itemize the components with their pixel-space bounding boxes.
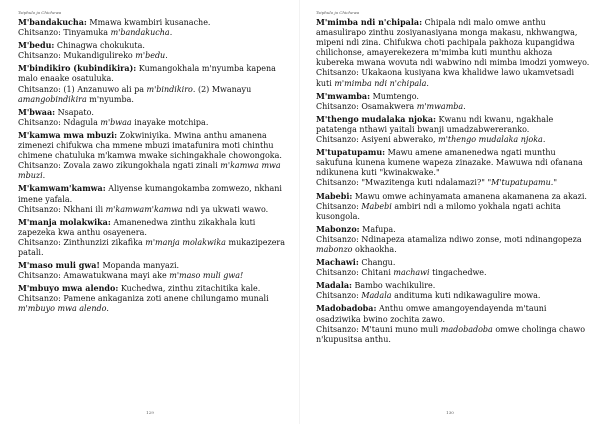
dictionary-entry <box>18 260 292 281</box>
entry-example <box>316 135 590 145</box>
right-page <box>300 0 600 424</box>
entry-definition: Mopanda manyazi. <box>102 261 180 271</box>
entry-example <box>316 102 590 112</box>
example-text: . <box>169 28 173 38</box>
entry-definition: Amanenedwa zinthu zikakhala kuti zapezeka kwa anthu osayenera. <box>18 217 256 237</box>
example-text: Chitsanzo: "Mwazitenga kuti ndalamazi?" <box>316 178 488 188</box>
example-emphasis: m'mbuyo mwa alendo <box>18 304 107 314</box>
entry-headline <box>316 191 590 202</box>
entry-headline <box>18 17 292 28</box>
entry-term: M'mbuyo mwa alendo: <box>18 283 119 294</box>
entry-definition: Nsapato. <box>57 107 94 117</box>
entry-example <box>316 202 590 222</box>
entry-term: M'bindikiro (kubindikira): <box>18 63 137 74</box>
entry-headline <box>316 114 590 135</box>
dictionary-entry <box>316 17 590 89</box>
dictionary-entry <box>18 130 292 181</box>
entry-term: M'bedu: <box>18 40 55 51</box>
example-text: . <box>42 171 46 181</box>
example-text: Chitsanzo: Ndinapeza atamaliza ndiwo zonse, moti ndinangopeza <box>316 234 582 244</box>
entry-example <box>18 271 292 281</box>
running-head: Tsiphulo ja Chichewa <box>18 10 62 15</box>
entry-term: Madobadoba: <box>316 303 377 314</box>
entry-term: M'bwaa: <box>18 106 56 117</box>
entry-example <box>316 68 590 88</box>
entry-headline <box>18 40 292 51</box>
entry-term: M'maso muli gwa! <box>18 260 100 271</box>
example-emphasis: mabonzo <box>316 244 353 254</box>
page-number: 129 <box>146 410 154 415</box>
entry-headline <box>18 217 292 238</box>
example-text: okhaokha. <box>352 244 397 254</box>
dictionary-entry <box>18 40 292 61</box>
entry-headline <box>18 130 292 161</box>
example-text: Chitsanzo: Nkhani ili <box>18 204 106 214</box>
entry-definition: Mmawa kwambiri kusanache. <box>89 18 211 27</box>
dictionary-entry <box>316 191 590 222</box>
entry-term: Madala: <box>316 280 352 291</box>
entry-definition: Kumangokhala m'nyumba kapena malo enaake osatuluka. <box>18 64 276 84</box>
entry-example <box>18 205 292 215</box>
entry-list <box>316 17 590 345</box>
example-text: Chitsanzo: <box>316 291 362 301</box>
example-text: Chitsanzo: Ndagula <box>18 117 101 127</box>
example-emphasis: m'kamwa mwa mbuzi <box>18 161 281 181</box>
entry-headline <box>316 280 590 291</box>
dictionary-entry <box>316 257 590 278</box>
example-emphasis: Madala <box>361 291 392 301</box>
example-text: . (2) Mwanayu <box>192 84 252 94</box>
example-text: Chitsanzo: (1) Anzanuwo ali pa <box>18 84 147 94</box>
entry-list <box>18 17 292 315</box>
entry-definition: Bambo wachikulire. <box>354 281 436 291</box>
example-emphasis: m'mimba ndi n'chipala <box>334 78 427 88</box>
example-text: omwe cholinga chawo n'kupusitsa anthu. <box>316 324 586 344</box>
example-text: . <box>463 101 466 111</box>
example-emphasis: m'bwaa <box>100 117 132 127</box>
dictionary-entry <box>18 17 292 38</box>
example-emphasis: madobadoba <box>440 324 493 334</box>
entry-term: Mabonzo: <box>316 223 360 234</box>
example-emphasis: m'maso muli gwa! <box>169 271 244 281</box>
dictionary-entry <box>18 183 292 214</box>
entry-definition: Changu. <box>361 258 396 268</box>
entry-definition: Mumtengo. <box>372 91 419 101</box>
entry-definition: Zokwiniyika. Mwina anthu amanena zimenezi chifukwa cha mmene mbuzi imatafunira moti chinthu chimene chatuluka m'kamwa mwake sichingakhale chowongoka. <box>18 130 282 161</box>
entry-example <box>18 28 292 38</box>
dictionary-entry <box>18 217 292 258</box>
example-text: Chitsanzo: Zinthunzizi zikafika <box>18 237 146 247</box>
example-text: ambiri ndi a milomo yokhala ngati achita kusongola. <box>316 201 561 221</box>
example-text: . <box>542 135 546 145</box>
entry-definition: Chipala ndi malo omwe anthu amasulirapo zinthu zosiyanasiyana monga makasu, nkhwangwa, mipeni ndi zina. Chifukwa choti pachipala pakhoza kupangidwa chilichonse, amayerekezera m'mimba kuti munthu akhoza kuberekа mwana wovuta ndi wabwino ndi mimba imodzi yomweyo. <box>316 18 590 68</box>
example-text: . <box>165 51 168 61</box>
entry-headline <box>316 91 590 102</box>
example-emphasis: m'manja molakwika <box>145 237 226 247</box>
entry-headline <box>316 224 590 235</box>
entry-headline <box>18 283 292 294</box>
example-emphasis: m'bindikiro <box>146 84 193 94</box>
dictionary-entry <box>18 107 292 128</box>
entry-headline <box>316 303 590 324</box>
entry-definition: Mawu amene amanenedwa ngati munthu sakufuna kunena kumene wapeza zinazake. Mawuwa ndi ofanana ndikunena kuti "kwinakwake." <box>316 148 583 178</box>
entry-headline <box>18 260 292 271</box>
example-text: Chitsanzo: Chitani <box>316 268 394 278</box>
running-head: Tsiphulo ja Chichewa <box>316 10 360 15</box>
entry-term: Mabebi: <box>316 190 353 201</box>
dictionary-entry <box>316 114 590 145</box>
entry-definition: Mawu omwe achinyamata amanena akamanena za akazi. <box>354 191 587 201</box>
entry-term: M'mwamba: <box>316 90 371 101</box>
example-text: m'nyumba. <box>86 94 134 104</box>
dictionary-entry <box>316 303 590 344</box>
example-text: inayake motchipa. <box>131 117 209 127</box>
entry-definition: Anthu omwe amangoyendayenda m'tauni osadziwika bwino zochita zawo. <box>316 304 547 324</box>
example-text: Chitsanzo: Tinyamuka <box>18 28 111 38</box>
entry-example <box>316 268 590 278</box>
example-emphasis: m'bedu <box>135 51 166 61</box>
example-emphasis: m'thengo mudalaka njoka <box>438 135 543 145</box>
entry-definition: Kwanu ndi kwanu, ngakhale patatenga nthawi yaitali bwanji umadzabwereranko. <box>316 114 554 134</box>
dictionary-entry <box>316 224 590 255</box>
entry-headline <box>316 257 590 268</box>
entry-definition: Mafupa. <box>362 224 396 234</box>
example-emphasis: m'mwamba <box>416 101 464 111</box>
example-text: . <box>106 304 109 314</box>
entry-definition: Chinagwa chokukuta. <box>56 41 145 51</box>
example-emphasis: "M'tupatupamu." <box>487 178 558 188</box>
example-text: Chitsanzo: Osamakwera <box>316 101 417 111</box>
entry-definition: Aliyense kumangokamba zomwezo, nkhani imene yafala. <box>18 184 282 204</box>
entry-term: M'thengo mudalaka njoka: <box>316 113 436 124</box>
example-emphasis: Mabebi <box>361 201 392 211</box>
entry-term: M'mimba ndi n'chipala: <box>316 17 423 27</box>
entry-term: M'bandakucha: <box>18 17 87 27</box>
dictionary-entry <box>316 280 590 301</box>
entry-definition: Kuchedwa, zinthu zitachitika kale. <box>120 284 261 294</box>
entry-headline <box>18 107 292 118</box>
entry-headline <box>18 63 292 84</box>
entry-term: Machawi: <box>316 257 359 268</box>
entry-headline <box>316 147 590 178</box>
example-text: Chitsanzo: <box>316 201 362 211</box>
dictionary-entry <box>316 147 590 188</box>
entry-term: M'kamwa mwa mbuzi: <box>18 129 118 140</box>
entry-example <box>316 325 590 345</box>
entry-example <box>18 161 292 181</box>
example-emphasis: m'bandakucha <box>110 28 170 38</box>
example-text: Chitsanzo: Amawatukwana mayi ake <box>18 271 170 281</box>
entry-example <box>316 291 590 301</box>
example-text: tingachedwe. <box>429 268 487 278</box>
example-text: Chitsanzo: Zovala zawo zikungokhala ngati zinali <box>18 161 221 171</box>
example-text: . <box>426 78 429 88</box>
entry-headline <box>18 183 292 204</box>
dictionary-entry <box>316 91 590 112</box>
example-text: Chitsanzo: Asiyeni abwerako, <box>316 135 439 145</box>
entry-example <box>18 294 292 314</box>
entry-term: M'manja molakwika: <box>18 216 111 227</box>
entry-example <box>18 51 292 61</box>
page-number: 130 <box>446 410 454 415</box>
example-emphasis: m'kamwam'kamwa <box>105 204 183 214</box>
example-text: Chitsanzo: Mukandigulireko <box>18 51 136 61</box>
example-text: Chitsanzo: Pamene ankaganiza zoti anene chilungamo munali <box>18 294 269 304</box>
entry-example <box>18 85 292 105</box>
entry-example <box>18 118 292 128</box>
example-text: anditumа kuti ndikawagulire mowa. <box>391 291 541 301</box>
example-text: mukazipezera patali. <box>18 237 286 257</box>
example-text: Chitsanzo: M'tauni muno muli <box>316 324 441 334</box>
entry-example <box>18 238 292 258</box>
entry-term: M'tupatupamu: <box>316 147 386 158</box>
entry-headline <box>316 17 590 68</box>
example-emphasis: amangobindikira <box>18 94 87 104</box>
example-text: ndi ya ukwati wawo. <box>182 204 269 214</box>
entry-example <box>316 235 590 255</box>
dictionary-entry <box>18 63 292 104</box>
example-emphasis: machawi <box>393 268 430 278</box>
dictionary-entry <box>18 283 292 314</box>
example-text: Chitsanzo: Ukakaona kusiyana kwa khalidwe lawo ukamvetsadi kuti <box>316 68 575 88</box>
entry-term: M'kamwam'kamwa: <box>18 183 106 194</box>
entry-example <box>316 178 590 188</box>
